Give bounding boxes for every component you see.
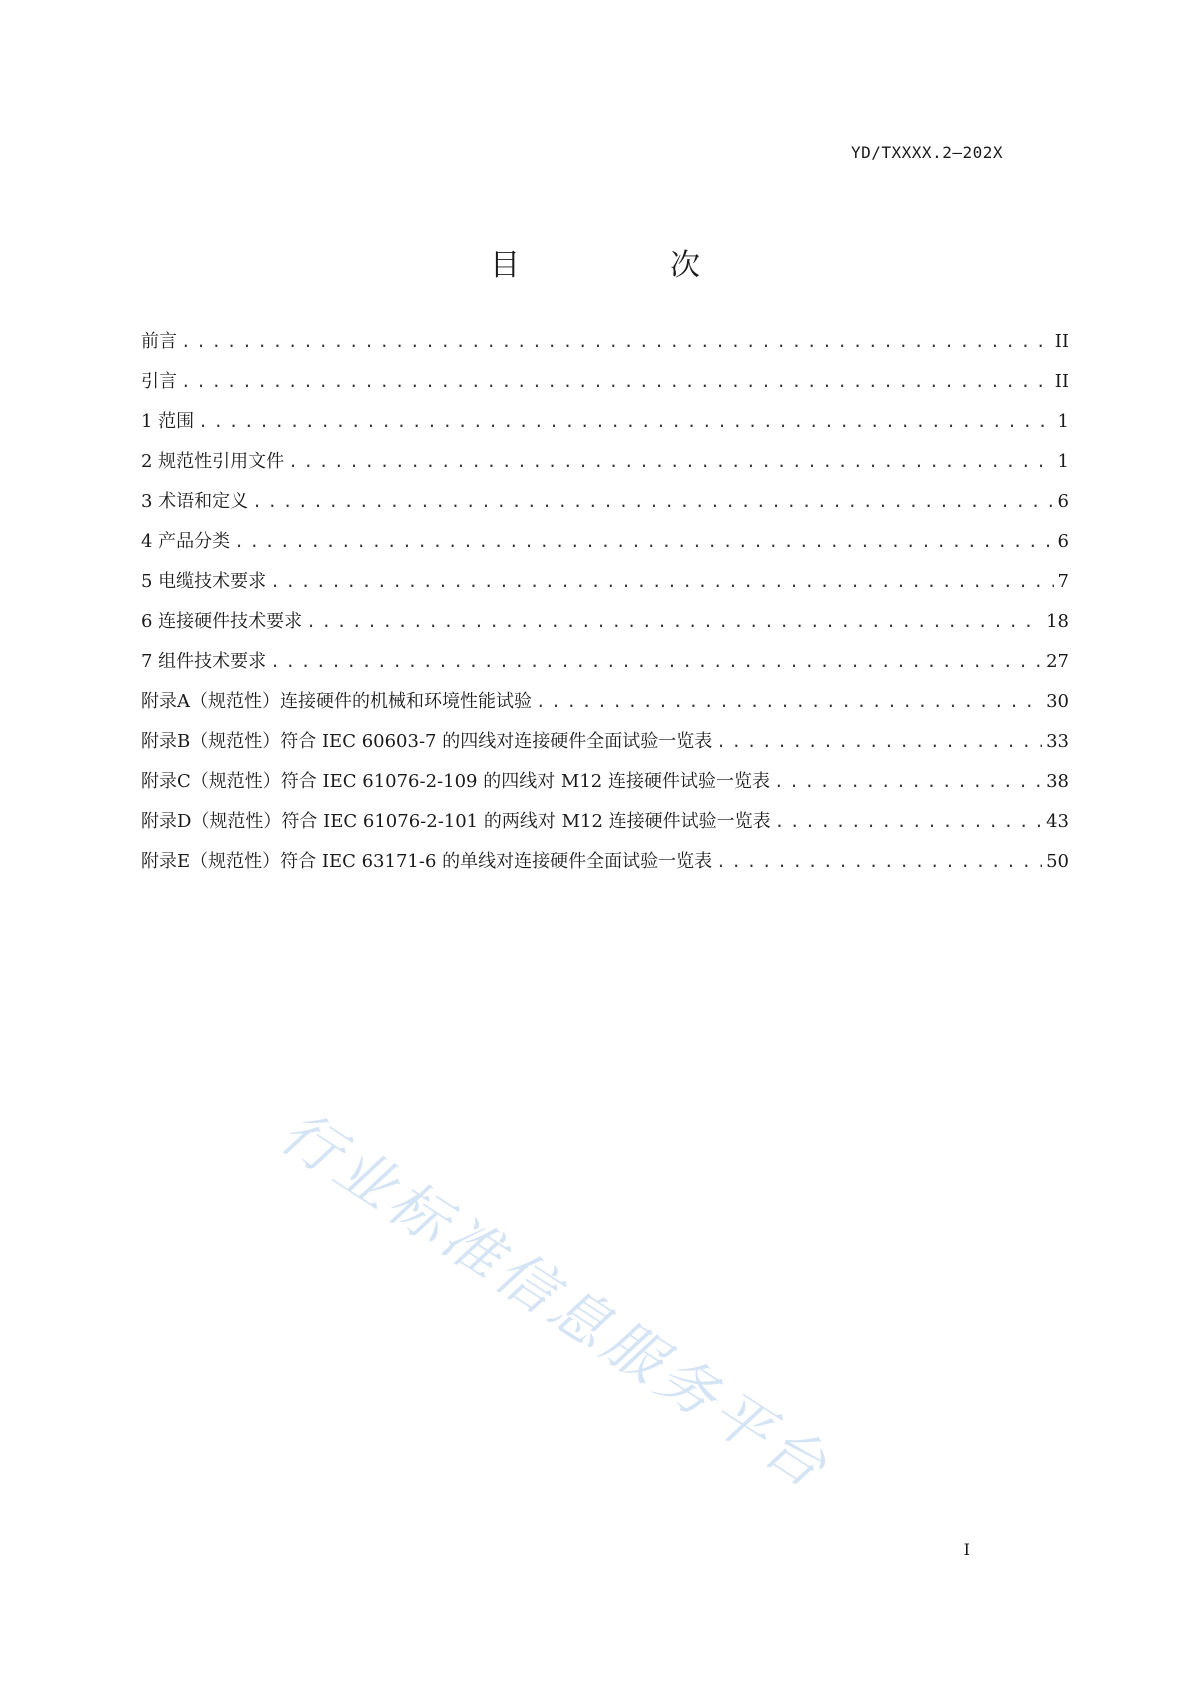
toc-entry-appendix-b[interactable] — [141, 727, 1069, 767]
toc-entry-appendix-d[interactable] — [141, 807, 1069, 847]
document-id: YD/TXXXX.2—202X — [851, 143, 1003, 162]
toc-entry-page: 50 — [1046, 851, 1069, 872]
toc-entry-label: 附录E（规范性）符合 IEC 63171-6 的单线对连接硬件全面试验一览表 — [141, 851, 713, 872]
toc-entry-label: 附录B（规范性）符合 IEC 60603-7 的四线对连接硬件全面试验一览表 — [141, 731, 713, 752]
toc-entry-page: 43 — [1046, 811, 1069, 832]
dot-leader — [181, 372, 1051, 391]
toc-entry-appendix-c[interactable] — [141, 767, 1069, 807]
toc-entry-classification[interactable] — [141, 527, 1069, 567]
toc-entry-cable-requirements[interactable] — [141, 567, 1069, 607]
dot-leader — [270, 652, 1042, 671]
page-title: 目 次 — [490, 248, 760, 283]
toc-entry-page: 7 — [1057, 571, 1069, 592]
toc-entry-label: 1 范围 — [141, 411, 195, 432]
dot-leader — [181, 332, 1051, 351]
dot-leader — [252, 492, 1053, 511]
toc-entry-label: 4 产品分类 — [141, 531, 231, 552]
toc-entry-label: 附录D（规范性）符合 IEC 61076-2-101 的两线对 M12 连接硬件试验一览表 — [141, 811, 771, 832]
toc-entry-foreword[interactable] — [141, 327, 1069, 367]
dot-leader — [270, 572, 1053, 591]
toc-entry-scope[interactable] — [141, 407, 1069, 447]
toc-entry-terms[interactable] — [141, 487, 1069, 527]
toc-entry-label: 7 组件技术要求 — [141, 651, 267, 672]
toc-entry-appendix-e[interactable] — [141, 847, 1069, 887]
dot-leader — [234, 532, 1053, 551]
toc-entry-label: 附录A（规范性）连接硬件的机械和环境性能试验 — [141, 691, 532, 712]
toc-entry-label: 5 电缆技术要求 — [141, 571, 267, 592]
dot-leader — [716, 852, 1042, 871]
toc-entry-page: 30 — [1046, 691, 1069, 712]
toc-entry-page: 1 — [1057, 451, 1069, 472]
toc-entry-label: 前言 — [141, 331, 177, 352]
toc-entry-page: 6 — [1057, 491, 1069, 512]
toc-entry-appendix-a[interactable] — [141, 687, 1069, 727]
toc-entry-label: 6 连接硬件技术要求 — [141, 611, 303, 632]
toc-entry-page: 38 — [1046, 771, 1069, 792]
watermark: 行业标准信息服务平台 — [268, 1097, 843, 1504]
dot-leader — [288, 452, 1053, 471]
toc-entry-page: II — [1054, 371, 1069, 392]
toc-entry-assembly[interactable] — [141, 647, 1069, 687]
toc-entry-page: 27 — [1046, 651, 1069, 672]
toc-entry-page: 1 — [1057, 411, 1069, 432]
table-of-contents — [141, 327, 1069, 887]
toc-entry-label: 引言 — [141, 371, 177, 392]
toc-entry-label: 附录C（规范性）符合 IEC 61076-2-109 的四线对 M12 连接硬件试验一览表 — [141, 771, 770, 792]
toc-entry-label: 2 规范性引用文件 — [141, 451, 285, 472]
dot-leader — [716, 732, 1042, 751]
dot-leader — [775, 812, 1042, 831]
toc-entry-page: II — [1054, 331, 1069, 352]
dot-leader — [536, 692, 1042, 711]
toc-entry-page: 18 — [1046, 611, 1069, 632]
page-number: I — [963, 1540, 970, 1559]
toc-entry-introduction[interactable] — [141, 367, 1069, 407]
dot-leader — [774, 772, 1042, 791]
toc-entry-label: 3 术语和定义 — [141, 491, 249, 512]
toc-entry-connecting-hardware[interactable] — [141, 607, 1069, 647]
dot-leader — [198, 412, 1053, 431]
dot-leader — [306, 612, 1042, 631]
toc-entry-page: 6 — [1057, 531, 1069, 552]
toc-entry-normative-references[interactable] — [141, 447, 1069, 487]
toc-entry-page: 33 — [1046, 731, 1069, 752]
